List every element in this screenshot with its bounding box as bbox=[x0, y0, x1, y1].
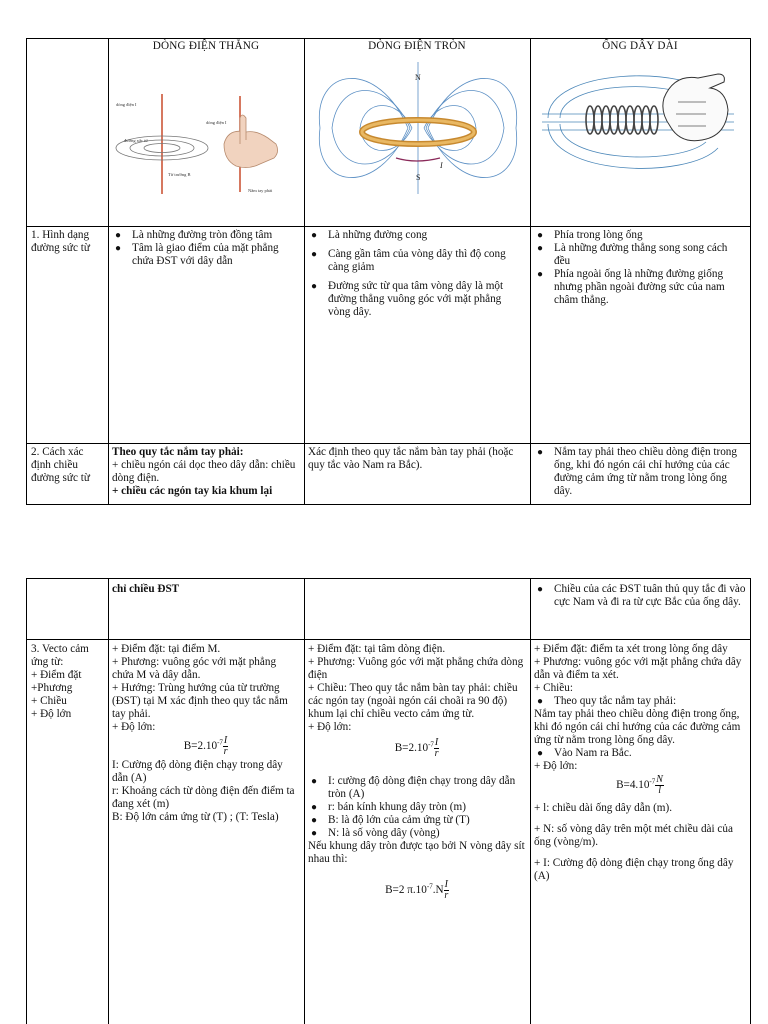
header-long-solenoid: ỐNG DÂY DÀI bbox=[602, 40, 678, 52]
label-field-lines: đường sức từ bbox=[124, 138, 148, 143]
formula-exp: -7 bbox=[217, 738, 223, 747]
table2-col-1 bbox=[108, 578, 109, 1024]
text-line: + Độ lớn: bbox=[534, 760, 578, 772]
formula-den: r bbox=[434, 748, 439, 759]
text-line: + Chiều: Theo quy tắc nắm bàn tay phải: chiều các ngón tay (ngoài ngón cái choãi ra 90 độ) khum lại chỉ chiều vecto cảm ứng từ. bbox=[308, 682, 518, 720]
row3-label bbox=[31, 643, 105, 721]
list-item: ● I: cường độ dòng điện chạy trong dây dẫn tròn (A) bbox=[308, 775, 526, 801]
row1-circular-cell bbox=[308, 229, 526, 319]
formula-exp: -7 bbox=[428, 740, 434, 749]
straight-wire-figure bbox=[112, 92, 300, 196]
rule-title: Theo quy tắc nắm tay phải: bbox=[112, 446, 244, 458]
label-current-1: dòng điện I bbox=[116, 102, 137, 107]
formula-fraction bbox=[434, 738, 439, 759]
text-line: + Phương: vuông góc với mặt phẳng chứa M và dây dẫn. bbox=[112, 656, 277, 681]
circular-loop-figure bbox=[318, 58, 518, 198]
row1-label: 1. Hình dạng đường sức từ bbox=[31, 229, 90, 254]
formula-circular-n bbox=[308, 880, 526, 901]
table2-col-2 bbox=[304, 578, 305, 1024]
solenoid-figure bbox=[538, 58, 744, 188]
table1-bottom-border bbox=[26, 504, 751, 505]
formula-num: I bbox=[223, 735, 228, 746]
text-line: + l: chiều dài ống dây dẫn (m). bbox=[534, 802, 673, 814]
list-item: ● N: là số vòng dây (vòng) bbox=[308, 827, 526, 840]
text-line: + Hướng: Trùng hướng của từ trường (ĐST) tại M xác định theo quy tắc nắm tay phải. bbox=[112, 682, 288, 720]
label-north: N bbox=[415, 73, 421, 82]
text-line: + Độ lớn: bbox=[308, 721, 352, 733]
row3-label-line: 3. Vecto cảm ứng từ: bbox=[31, 643, 89, 668]
text-line: + I: Cường độ dòng điện chạy trong ống dây (A) bbox=[534, 857, 734, 882]
formula-exp: -7 bbox=[649, 777, 656, 786]
text-line: + Điểm đặt: điểm ta xét trong lòng ống dây bbox=[534, 643, 728, 655]
table1-row1-border bbox=[26, 226, 751, 227]
table2-top-border bbox=[26, 578, 751, 579]
list-item: ● Tâm là giao điểm của mặt phẳng chứa ĐST với dây dẫn bbox=[112, 242, 302, 268]
list-item: ● Theo quy tắc nắm tay phải: bbox=[534, 695, 746, 708]
row2-straight-cell bbox=[112, 446, 302, 498]
list-item: ● Phía trong lòng ống bbox=[534, 229, 746, 242]
row1-straight-cell bbox=[112, 229, 302, 268]
list-item: ● Càng gần tâm của vòng dây thì độ cong càng giảm bbox=[308, 248, 526, 274]
header-straight-current: DÒNG ĐIỆN THẲNG bbox=[152, 40, 260, 52]
formula-num: I bbox=[434, 737, 439, 748]
list-item: ● Đường sức từ qua tâm vòng dây là một đường thẳng vuông góc với mặt phẳng vòng dây. bbox=[308, 280, 526, 319]
row3-label-line: +Phương bbox=[31, 682, 73, 694]
row3-label-line: + Chiều bbox=[31, 695, 67, 707]
row3-circular-cell bbox=[308, 643, 526, 901]
label-current-2: dòng điện I bbox=[206, 120, 227, 125]
row3-solenoid-cell bbox=[534, 643, 746, 883]
formula-prefix: B=2 π.10 bbox=[385, 884, 427, 897]
row2-circular-cell: Xác định theo quy tắc nắm bàn tay phải (hoặc quy tắc vào Nam ra Bắc). bbox=[308, 446, 514, 471]
text-line: + Phương: vuông góc với mặt phẳng chứa dây dẫn và điểm ta xét. bbox=[534, 656, 742, 681]
text-line: Nếu khung dây tròn được tạo bởi N vòng dây sít nhau thì: bbox=[308, 840, 525, 865]
table1-col-1 bbox=[108, 38, 109, 505]
table1-col-3 bbox=[530, 38, 531, 505]
list-item: ● Là những đường cong bbox=[308, 229, 526, 242]
table2-col-3 bbox=[530, 578, 531, 1024]
formula-mid: .N bbox=[432, 884, 444, 897]
text-line: r: Khoảng cách từ dòng điện đến điểm ta đang xét (m) bbox=[112, 785, 295, 810]
formula-num: N bbox=[656, 774, 663, 785]
list-item: ● Nắm tay phải theo chiều dòng điện trong ống, khi đó ngón cái chỉ hướng của các đường cảm ứng từ nằm trong lòng ống dây. bbox=[534, 446, 746, 498]
row1-solenoid-cell bbox=[534, 229, 746, 307]
text-line: + Độ lớn: bbox=[112, 721, 156, 733]
list-item: ● B: là độ lớn của cảm ứng từ (T) bbox=[308, 814, 526, 827]
text-line: + Chiều: bbox=[534, 682, 573, 694]
formula-fraction bbox=[444, 880, 449, 901]
formula-straight bbox=[112, 736, 300, 757]
rule-line-bold: + chiều các ngón tay kia khum lại bbox=[112, 485, 273, 497]
row2-label: 2. Cách xác định chiều đường sức từ bbox=[31, 446, 90, 484]
row3-label-line: + Độ lớn bbox=[31, 708, 72, 720]
formula-den: r bbox=[223, 746, 228, 757]
text-line: + Phương: Vuông góc với mặt phẳng chứa dòng điện bbox=[308, 656, 524, 681]
list-item: ● Là những đường tròn đồng tâm bbox=[112, 229, 302, 242]
text-line: + Điểm đặt: tại điểm M. bbox=[112, 643, 221, 655]
label-right-hand: Nắm tay phải bbox=[248, 188, 273, 193]
formula-fraction bbox=[223, 736, 228, 757]
formula-solenoid bbox=[534, 775, 746, 796]
label-south: S bbox=[416, 173, 421, 182]
text-line: B: Độ lớn cảm ứng từ (T) ; (T: Tesla) bbox=[112, 811, 279, 823]
formula-prefix: B=4.10 bbox=[616, 779, 650, 792]
label-field-b: Từ trường B bbox=[168, 172, 191, 177]
list-item: ● r: bán kính khung dây tròn (m) bbox=[308, 801, 526, 814]
header-circular-current: DÒNG ĐIỆN TRÒN bbox=[368, 40, 466, 52]
table1-col-left bbox=[26, 38, 27, 505]
rule-line: + chiều ngón cái dọc theo dây dẫn: chiều dòng điện. bbox=[112, 459, 296, 484]
table2-col-right bbox=[750, 578, 751, 1024]
table1-row2-border bbox=[26, 443, 751, 444]
table1-top-border bbox=[26, 38, 751, 39]
formula-prefix: B=2.10 bbox=[394, 742, 429, 755]
cont-straight-cell: chỉ chiều ĐST bbox=[112, 583, 180, 595]
table1-col-2 bbox=[304, 38, 305, 505]
text-line: + N: số vòng dây trên một mét chiều dài của ống (vòng/m). bbox=[534, 823, 733, 848]
formula-den: l bbox=[658, 785, 661, 796]
text-line: + Điểm đặt: tại tâm dòng điện. bbox=[308, 643, 446, 655]
text-line: Nắm tay phải theo chiều dòng điện trong ống, khi đó ngón cái chỉ hướng của các đường cảm ứng từ nằm trong lòng ống dây. bbox=[534, 708, 741, 746]
table2-row-border bbox=[26, 639, 751, 640]
list-item: ● Chiều của các ĐST tuân thủ quy tắc đi vào cực Nam và đi ra từ cực Bắc của ống dây. bbox=[534, 583, 746, 609]
table1-col-right bbox=[750, 38, 751, 505]
table2-col-left bbox=[26, 578, 27, 1024]
list-item: ● Phía ngoài ống là những đường giống nhưng phần ngoài đường sức của nam châm thẳng. bbox=[534, 268, 746, 307]
formula-circular bbox=[308, 738, 526, 759]
row3-straight-cell bbox=[112, 643, 300, 824]
formula-den: r bbox=[444, 890, 449, 901]
text-line: I: Cường độ dòng điện chạy trong dây dẫn (A) bbox=[112, 759, 283, 784]
row3-label-line: + Điểm đặt bbox=[31, 669, 82, 681]
list-item: ● Là những đường thẳng song song cách đều bbox=[534, 242, 746, 268]
list-item: ● Vào Nam ra Bắc. bbox=[534, 747, 746, 760]
formula-prefix: B=2.10 bbox=[183, 740, 218, 753]
cont-solenoid-cell bbox=[534, 583, 746, 609]
row2-solenoid-cell bbox=[534, 446, 746, 498]
label-current: I bbox=[440, 161, 443, 170]
formula-num: I bbox=[444, 879, 448, 890]
formula-fraction bbox=[655, 775, 664, 796]
formula-exp: -7 bbox=[426, 882, 433, 891]
